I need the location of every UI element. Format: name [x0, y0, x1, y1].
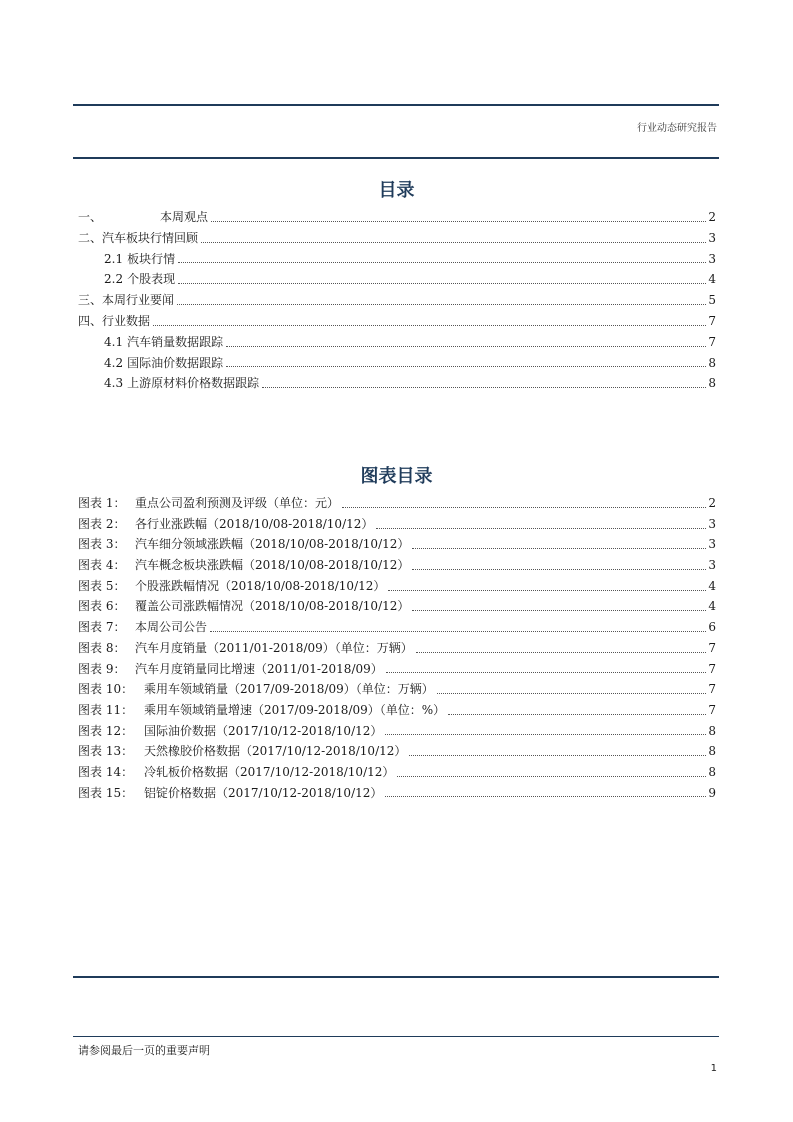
- figure-entry-text: [78, 701, 445, 718]
- figure-entry-text: [78, 660, 383, 677]
- toc-title: 目录: [378, 180, 415, 201]
- figure-entry[interactable]: [78, 722, 716, 743]
- figure-entry-label: 汽车月度销量（2011/01-2018/09）（单位：万辆）: [135, 640, 413, 655]
- dot-leader: [210, 631, 706, 632]
- toc-entry-label: 个股表现: [127, 272, 176, 287]
- figure-entry-page: 3: [708, 558, 716, 573]
- figure-entry-number: 图表 1：: [78, 496, 126, 510]
- toc-entry-page: 8: [708, 376, 716, 391]
- figure-entry-text: [78, 680, 434, 697]
- toc-entry[interactable]: [78, 250, 716, 271]
- figure-entry-number: 图表 5：: [78, 578, 126, 593]
- figure-entry-text: [78, 639, 413, 656]
- toc-entry-number: 四、: [78, 313, 103, 328]
- toc-entry-label: 本周行业要闻: [102, 293, 175, 308]
- toc-entry-page: 7: [708, 334, 716, 349]
- figure-entry-label: 乘用车领域销量增速（2017/09-2018/09）（单位：%）: [144, 702, 446, 717]
- figure-entry-number: 图表 12：: [78, 723, 134, 738]
- figure-entry[interactable]: [78, 660, 716, 681]
- figure-entry[interactable]: [78, 784, 716, 805]
- dot-leader: [412, 569, 706, 570]
- toc-entry[interactable]: [78, 374, 716, 395]
- toc-entry-page: 3: [708, 230, 716, 245]
- toc-entry-page: 7: [708, 313, 716, 328]
- figure-entry-number: 图表 11：: [78, 702, 134, 717]
- figure-entry-text: [78, 784, 382, 801]
- toc-entry[interactable]: [78, 354, 716, 375]
- figure-entry-number: 图表 8：: [78, 640, 126, 655]
- figure-entry-page: 8: [708, 723, 716, 738]
- figure-entry[interactable]: [78, 639, 716, 660]
- figure-entry-text: [78, 763, 394, 780]
- figure-entry-page: 8: [708, 744, 716, 759]
- figure-entry[interactable]: [78, 701, 716, 722]
- figure-entry-number: 图表 2：: [78, 516, 126, 531]
- figure-entry-number: 图表 10：: [78, 682, 134, 697]
- figure-entry-label: 汽车概念板块涨跌幅（2018/10/08-2018/10/12）: [135, 558, 410, 573]
- figure-entry[interactable]: [78, 494, 716, 515]
- figure-entry[interactable]: [78, 556, 716, 577]
- dot-leader: [178, 262, 706, 263]
- toc-entry-number: 4.3: [104, 376, 124, 391]
- toc-entry-number: 2.2: [104, 272, 124, 287]
- figure-entry-label: 国际油价数据（2017/10/12-2018/10/12）: [144, 723, 383, 738]
- figure-entry-text: [78, 494, 339, 511]
- figure-entry-label: 冷轧板价格数据（2017/10/12-2018/10/12）: [144, 764, 395, 779]
- figure-entry-label: 本周公司公告: [135, 620, 208, 635]
- footer-top-rule: [73, 976, 719, 978]
- figure-entry-label: 铝锭价格数据（2017/10/12-2018/10/12）: [144, 785, 383, 800]
- toc-entry-label: 本周观点: [160, 210, 209, 224]
- figure-entry-page: 7: [708, 661, 716, 676]
- figure-entry-text: [78, 722, 382, 739]
- figure-entry-page: 7: [708, 640, 716, 655]
- toc-list: [78, 208, 716, 395]
- figure-entry[interactable]: [78, 763, 716, 784]
- figure-entry-label: 天然橡胶价格数据（2017/10/12-2018/10/12）: [144, 744, 407, 759]
- dot-leader: [178, 283, 706, 284]
- figure-entry-page: 3: [708, 537, 716, 552]
- toc-entry-number: 二、: [78, 230, 103, 245]
- figure-entry-label: 覆盖公司涨跌幅情况（2018/10/08-2018/10/12）: [135, 599, 410, 614]
- toc-entry-label: 上游原材料价格数据跟踪: [127, 376, 260, 391]
- figure-entry[interactable]: [78, 577, 716, 598]
- dot-leader: [262, 387, 706, 388]
- header-top-rule: [73, 104, 719, 106]
- figure-entry[interactable]: [78, 680, 716, 701]
- dot-leader: [412, 548, 706, 549]
- figure-entry-text: [78, 597, 409, 614]
- dot-leader: [153, 325, 706, 326]
- toc-entry[interactable]: [78, 208, 716, 229]
- figure-entry-page: 6: [708, 620, 716, 635]
- toc-entry-label: 行业数据: [102, 313, 151, 328]
- dot-leader: [386, 672, 707, 673]
- toc-entry-number: 2.1: [104, 251, 124, 266]
- toc-entry-page: 3: [708, 251, 716, 266]
- figure-entry-number: 图表 9：: [78, 661, 126, 676]
- figures-list: [78, 494, 716, 804]
- toc-entry-page: 8: [708, 355, 716, 370]
- figure-entry-page: 2: [708, 496, 716, 510]
- toc-entry-page: 2: [708, 210, 716, 224]
- footer-bottom-rule: [73, 1036, 719, 1037]
- figure-entry[interactable]: [78, 618, 716, 639]
- toc-entry-label: 国际油价数据跟踪: [127, 355, 224, 370]
- figure-entry-label: 各行业涨跌幅（2018/10/08-2018/10/12）: [135, 516, 374, 531]
- figure-entry-text: [78, 515, 373, 532]
- dot-leader: [397, 776, 706, 777]
- toc-entry-label: 汽车销量数据跟踪: [127, 334, 224, 349]
- figure-entry[interactable]: [78, 742, 716, 763]
- figure-entry-page: 4: [708, 599, 716, 614]
- toc-entry-number: 一、: [78, 210, 103, 224]
- dot-leader: [376, 528, 706, 529]
- toc-entry[interactable]: [78, 291, 716, 312]
- figure-entry-text: [78, 618, 207, 635]
- toc-entry-page: 4: [708, 272, 716, 287]
- dot-leader: [437, 693, 707, 694]
- header-bottom-rule: [73, 157, 719, 159]
- figure-entry-number: 图表 14：: [78, 764, 134, 779]
- dot-leader: [416, 652, 707, 653]
- figure-entry-label: 个股涨跌幅情况（2018/10/08-2018/10/12）: [135, 578, 386, 593]
- figure-entry-label: 汽车细分领域涨跌幅（2018/10/08-2018/10/12）: [135, 537, 410, 552]
- figure-entry-number: 图表 3：: [78, 537, 126, 552]
- figure-entry[interactable]: [78, 597, 716, 618]
- toc-entry[interactable]: [78, 333, 716, 354]
- dot-leader: [177, 304, 706, 305]
- figure-entry-number: 图表 7：: [78, 620, 126, 635]
- dot-leader: [226, 346, 706, 347]
- toc-entry[interactable]: [78, 312, 716, 333]
- dot-leader: [211, 221, 706, 222]
- figure-entry[interactable]: [78, 535, 716, 556]
- figure-entry-text: [78, 556, 409, 573]
- figure-entry-page: 7: [708, 682, 716, 697]
- figure-entry[interactable]: [78, 515, 716, 536]
- toc-entry-label: 汽车板块行情回顾: [102, 230, 199, 245]
- page-number: 1: [710, 1063, 717, 1074]
- figure-entry-label: 重点公司盈利预测及评级（单位：元）: [135, 496, 340, 510]
- figure-entry-page: 7: [708, 702, 716, 717]
- figures-title: 图表目录: [360, 466, 433, 487]
- disclaimer-note: 请参阅最后一页的重要声明: [78, 1044, 210, 1057]
- dot-leader: [201, 242, 706, 243]
- figure-entry-label: 汽车月度销量同比增速（2011/01-2018/09）: [135, 661, 383, 676]
- dot-leader: [448, 714, 706, 715]
- dot-leader: [412, 610, 706, 611]
- figure-entry-text: [78, 535, 409, 552]
- dot-leader: [385, 796, 706, 797]
- toc-entry-page: 5: [708, 293, 716, 308]
- report-type-label: 行业动态研究报告: [637, 123, 717, 134]
- figure-entry-number: 图表 4：: [78, 558, 126, 573]
- dot-leader: [385, 734, 706, 735]
- figure-entry-text: [78, 577, 385, 594]
- toc-entry[interactable]: [78, 270, 716, 291]
- dot-leader: [226, 366, 706, 367]
- figure-entry-label: 乘用车领域销量（2017/09-2018/09）（单位：万辆）: [144, 682, 434, 697]
- toc-entry-number: 三、: [78, 293, 103, 308]
- figure-entry-page: 8: [708, 764, 716, 779]
- dot-leader: [409, 755, 706, 756]
- figure-entry-page: 3: [708, 516, 716, 531]
- figure-entry-number: 图表 6：: [78, 599, 126, 614]
- dot-leader: [342, 507, 706, 508]
- toc-entry[interactable]: [78, 229, 716, 250]
- toc-entry-label: 板块行情: [127, 251, 176, 266]
- dot-leader: [388, 590, 706, 591]
- figure-entry-number: 图表 15：: [78, 785, 134, 800]
- toc-entry-number: 4.2: [104, 355, 124, 370]
- toc-entry-number: 4.1: [104, 334, 124, 349]
- figure-entry-page: 9: [708, 785, 716, 800]
- figure-entry-page: 4: [708, 578, 716, 593]
- figure-entry-number: 图表 13：: [78, 744, 134, 759]
- figure-entry-text: [78, 742, 406, 759]
